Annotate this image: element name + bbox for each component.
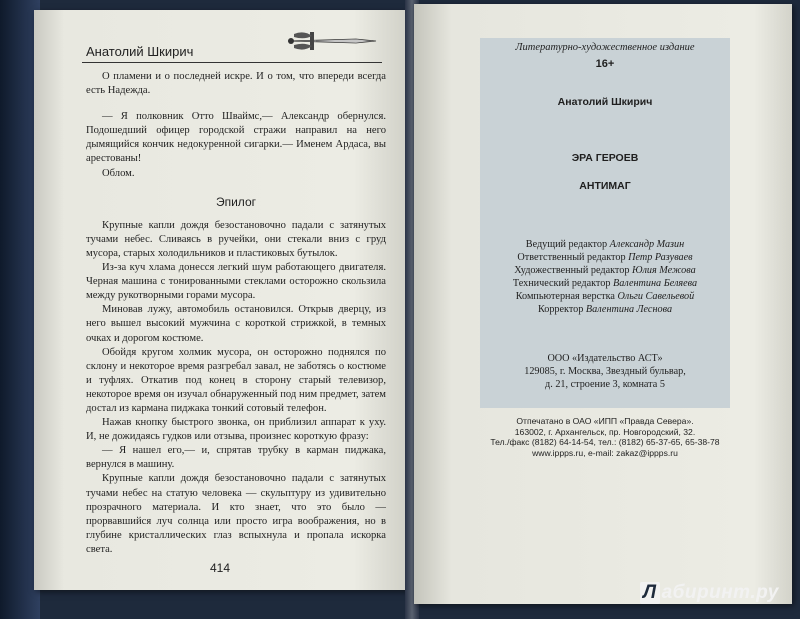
credit-line <box>480 238 730 251</box>
paragraph: Крупные капли дождя безостановочно падали с затянутых тучами небес. Сливаясь в ручейки, они стекали вниз с груд мусора, старых холодильников и пластиковых бутылок. <box>86 219 386 259</box>
printer-info <box>470 416 740 458</box>
credit-role: Ответственный редактор <box>517 252 626 263</box>
credit-name: Юлия Межова <box>631 265 696 276</box>
paragraph: Обойдя кругом холмик мусора, он осторожно поднялся по склону и некоторое время разгребал завал, не заботясь о костюме и туфлях. Откатив под конец в сторону старый телевизор, некоторое время он изучал обнаруженный под ним предмет, затем достал из кармана пиджака тонкий сотовый телефон. <box>86 346 386 414</box>
printer-line: www.ippps.ru, e-mail: zakaz@ippps.ru <box>532 447 678 458</box>
credit-line <box>480 277 730 290</box>
paragraph: Из-за куч хлама донесся легкий шум работающего двигателя. Черная машина с тонированными стеклами осторожно скользила между рукотворными горами мусора. <box>86 262 386 302</box>
credit-name: Ольги Савельевой <box>617 291 695 302</box>
publisher-line: ООО «Издательство АСТ» <box>547 353 663 364</box>
credit-line <box>480 264 730 277</box>
age-rating: 16+ <box>595 58 615 70</box>
paragraph: Крупные капли дождя безостановочно падали с затянутых тучами небес на статую человека — скульптуру из удивительно прозрачного материала. И кто знает, что это было — прорвавшийся луч солнца или просто игра воображения, но в глубине кристаллических глаз вспыхнула и пропала искорка света. <box>86 473 386 555</box>
series-title: ЭРА ГЕРОЕВ <box>571 152 639 164</box>
paragraph: Облом. <box>102 167 135 179</box>
credits-list <box>480 238 730 316</box>
imprint-author: Анатолий Шкирич <box>557 96 653 108</box>
watermark-logo <box>640 582 779 604</box>
watermark-text: абиринт.ру <box>661 582 779 603</box>
credit-name: Валентина Беляева <box>612 278 698 289</box>
chapter-title: Эпилог <box>215 194 256 209</box>
running-head: Анатолий Шкирич <box>86 44 194 59</box>
publisher-info <box>480 352 730 391</box>
credit-role: Ведущий редактор <box>525 239 608 250</box>
left-body-text <box>86 70 386 557</box>
paragraph: О пламени и о последней искре. И о том, что впереди всегда есть Надежда. <box>86 71 386 97</box>
page-number: 414 <box>210 561 231 575</box>
paragraph: — Я полковник Отто Шваймс,— Александр обернулся. Подошедший офицер городской стражи направил на него дымящийся кончик недокуренной сигарки.— Именем Ардаса, вы арестованы! <box>86 111 386 165</box>
credit-name: Петр Разуваев <box>628 252 693 263</box>
printer-line: 163002, г. Архангельск, пр. Новгородский, 32. <box>514 426 696 437</box>
credit-name: Валентина Леснова <box>585 304 673 315</box>
credit-role: Технический редактор <box>512 278 611 289</box>
paragraph: — Я нашел его,— и, спрятав трубку в карман пиджака, вернулся в машину. <box>86 445 386 471</box>
sword-icon <box>286 28 378 54</box>
paragraph: Нажав кнопку быстрого звонка, он приблизил аппарат к уху. И, не дожидаясь гудков или отзыва, произнес короткую фразу: <box>86 417 386 443</box>
book-title: АНТИМАГ <box>579 180 631 192</box>
credit-line <box>480 303 730 316</box>
watermark-letter: Л <box>640 582 660 604</box>
credit-role: Корректор <box>537 304 584 315</box>
publisher-line: 129085, г. Москва, Звездный бульвар, <box>524 366 686 377</box>
credit-role: Компьютерная верстка <box>515 291 615 302</box>
head-rule <box>82 62 382 63</box>
paragraph: Миновав лужу, автомобиль остановился. Открыв дверцу, из него вышел высокий мужчина с короткой стрижкой, в темных очках и дорогом костюме. <box>86 304 386 344</box>
credit-name: Александр Мазин <box>609 239 685 250</box>
credit-role: Художественный редактор <box>514 265 630 276</box>
credit-line <box>480 290 730 303</box>
edition-type: Литературно-художественное издание <box>515 42 695 53</box>
printer-line: Тел./факс (8182) 64-14-54, тел.: (8182) 65-37-65, 65-38-78 <box>490 437 720 447</box>
printer-line: Отпечатано в ОАО «ИПП «Правда Севера». <box>516 416 694 426</box>
publisher-line: д. 21, строение 3, комната 5 <box>545 379 665 390</box>
credit-line <box>480 251 730 264</box>
